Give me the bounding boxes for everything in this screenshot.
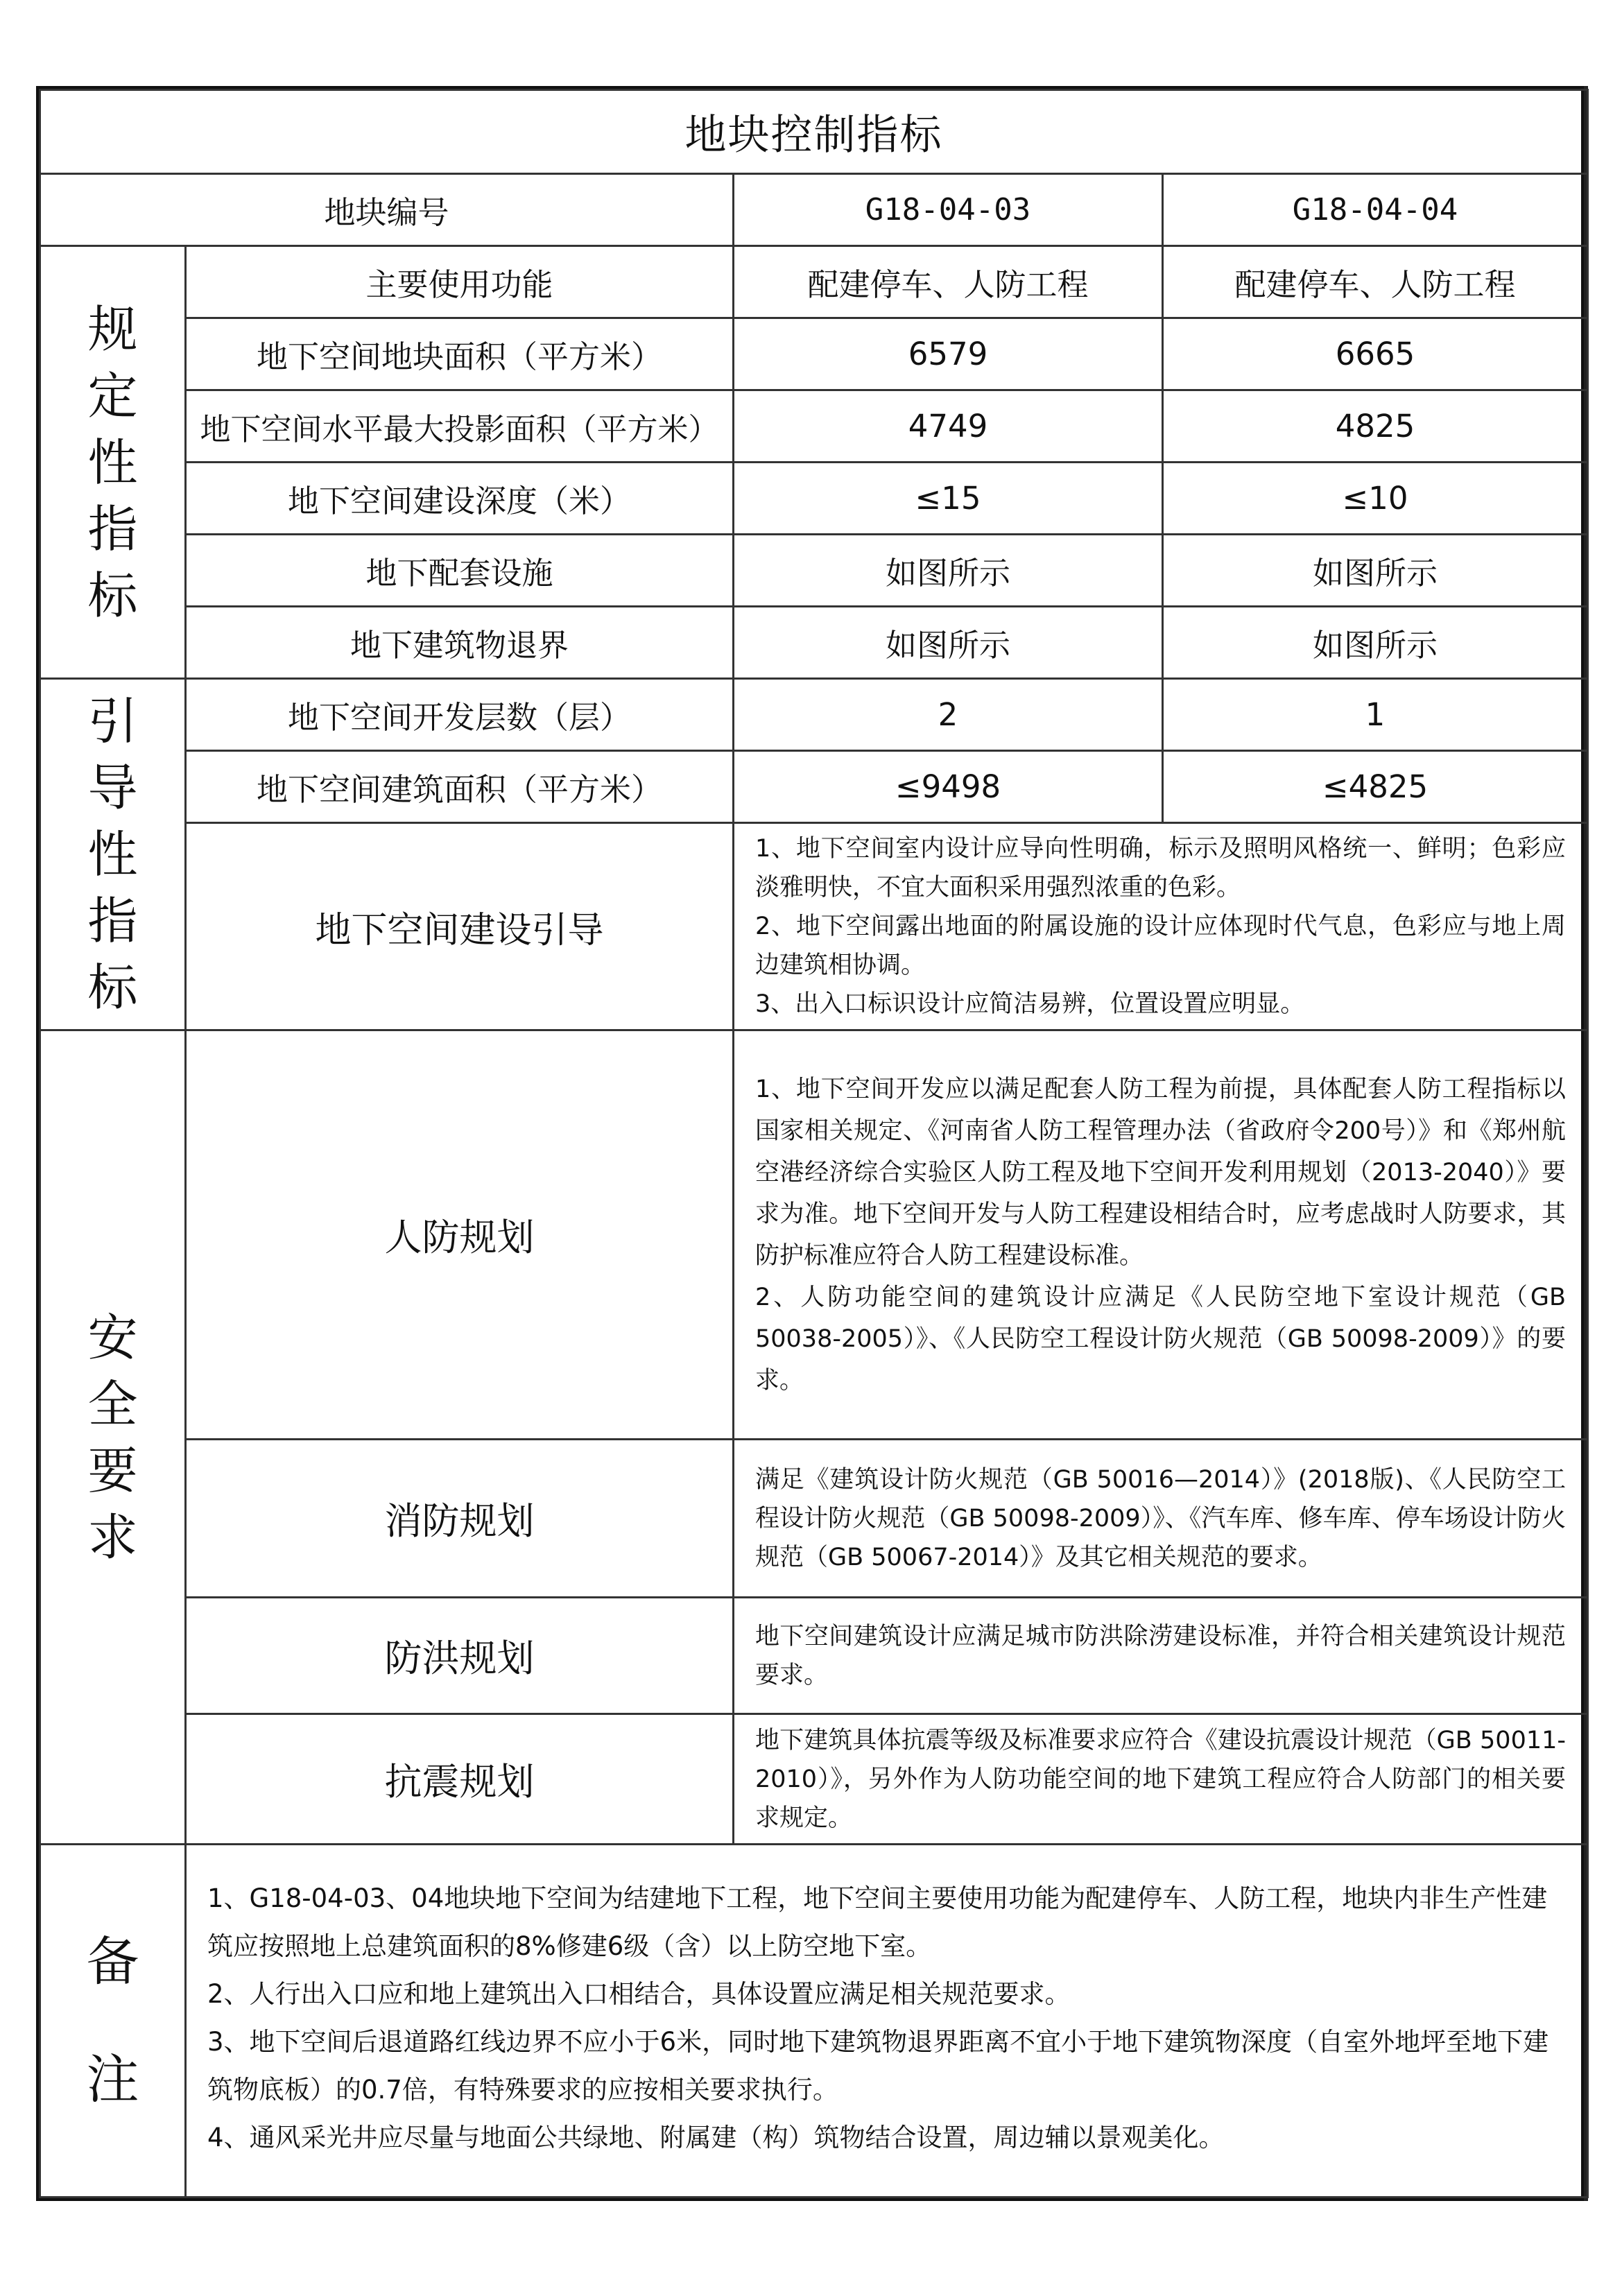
list-item: 4、通风采光井应尽量与地面公共绿地、附属建（构）筑物结合设置，周边辅以景观美化。 (207, 2123, 1225, 2152)
plot-b-number: G18-04-04 (1163, 174, 1588, 246)
plot-a-value: 6579 (734, 318, 1163, 390)
remarks-group-label: 备 注 (40, 1845, 186, 2198)
row-label: 主要使用功能 (186, 246, 734, 318)
regulatory-group-label: 规 定 性 指 标 (40, 246, 186, 679)
guide-label: 地下空间建设引导 (186, 823, 734, 1030)
row-label: 人防规划 (186, 1030, 734, 1440)
table-row (40, 679, 1588, 751)
guide-text: 1、地下空间室内设计应导向性明确，标示及照明风格统一、鲜明；色彩应淡雅明快，不宜大面积采用强烈浓重的色彩。 2、地下空间露出地面的附属设施的设计应体现时代气息，色彩应与地上周边建筑相协调。 3、出入口标识设计应简洁易辨，位置设置应明显。 (734, 823, 1588, 1030)
plot-b-value: 6665 (1163, 318, 1588, 390)
table-row (40, 1714, 1588, 1845)
control-indicator-sheet (36, 86, 1584, 2201)
remarks-text (186, 1845, 1588, 2198)
table-row (40, 1845, 1588, 2198)
row-text: 满足《建筑设计防火规范（GB 50016—2014）》(2018版)、《人民防空工程设计防火规范（GB 50098-2009）》、《汽车库、修车库、停车场设计防火规范（GB 50067-2014）》及其它相关规范的要求。 (734, 1440, 1588, 1598)
plot-a-value: 配建停车、人防工程 (734, 246, 1163, 318)
plot-b-value: 如图所示 (1163, 607, 1588, 679)
row-label: 抗震规划 (186, 1714, 734, 1845)
row-label: 地下空间建设深度（米） (186, 463, 734, 535)
table-row (40, 823, 1588, 1030)
plot-b-value: ≤10 (1163, 463, 1588, 535)
list-item: 3、地下空间后退道路红线边界不应小于6米，同时地下建筑物退界距离不宜小于地下建筑物深度（自室外地坪至地下建筑物底板）的0.7倍，有特殊要求的应按相关要求执行。 (207, 2027, 1549, 2105)
plot-a-value: ≤15 (734, 463, 1163, 535)
table-row (40, 535, 1588, 607)
row-label: 地下空间开发层数（层） (186, 679, 734, 751)
list-item: 1、G18-04-03、04地块地下空间为结建地下工程，地下空间主要使用功能为配建停车、人防工程，地块内非生产性建筑应按照地上总建筑面积的8%修建6级（含）以上防空地下室。 (207, 1883, 1548, 1961)
guidance-group-label: 引 导 性 指 标 (40, 679, 186, 1030)
row-text: 地下建筑具体抗震等级及标准要求应符合《建设抗震设计规范（GB 50011-2010）》，另外作为人防功能空间的地下建筑工程应符合人防部门的相关要求规定。 (734, 1714, 1588, 1845)
table-row (40, 1030, 1588, 1440)
table-row (40, 390, 1588, 463)
plot-a-value: 4749 (734, 390, 1163, 463)
plot-b-value: 如图所示 (1163, 535, 1588, 607)
table-row (40, 1440, 1588, 1598)
row-text: 1、地下空间开发应以满足配套人防工程为前提，具体配套人防工程指标以国家相关规定、《河南省人防工程管理办法（省政府令200号）》和《郑州航空港经济综合实验区人防工程及地下空间开发利用规划（2013-2040）》要求为准。地下空间开发与人防工程建设相结合时，应考虑战时人防要求，其防护标准应符合人防工程建设标准。 2、人防功能空间的建筑设计应满足《人民防空地下室设计规范（GB 50038-2005）》、《人民防空工程设计防火规范（GB 50098-2009）》的要求。 (734, 1030, 1588, 1440)
row-text: 地下空间建筑设计应满足城市防洪除涝建设标准，并符合相关建筑设计规范要求。 (734, 1598, 1588, 1714)
table-title: 地块控制指标 (40, 90, 1588, 174)
plot-b-value: 配建停车、人防工程 (1163, 246, 1588, 318)
row-label: 地下建筑物退界 (186, 607, 734, 679)
plot-a-value: 如图所示 (734, 607, 1163, 679)
row-label: 地下空间建筑面积（平方米） (186, 751, 734, 823)
plot-a-number: G18-04-03 (734, 174, 1163, 246)
table-row (40, 751, 1588, 823)
plot-a-value: ≤9498 (734, 751, 1163, 823)
control-indicator-table (39, 89, 1589, 2198)
row-label: 消防规划 (186, 1440, 734, 1598)
safety-group-label: 安 全 要 求 (40, 1030, 186, 1845)
plot-a-value: 2 (734, 679, 1163, 751)
table-row (40, 246, 1588, 318)
list-item: 2、人行出入口应和地上建筑出入口相结合，具体设置应满足相关规范要求。 (207, 1979, 1071, 2009)
table-row (40, 463, 1588, 535)
table-row (40, 318, 1588, 390)
table-row (40, 607, 1588, 679)
plot-b-value: 1 (1163, 679, 1588, 751)
table-row (40, 1598, 1588, 1714)
plot-b-value: 4825 (1163, 390, 1588, 463)
row-label: 地下空间水平最大投影面积（平方米） (186, 390, 734, 463)
row-label: 地下配套设施 (186, 535, 734, 607)
row-label: 防洪规划 (186, 1598, 734, 1714)
row-label: 地下空间地块面积（平方米） (186, 318, 734, 390)
plot-b-value: ≤4825 (1163, 751, 1588, 823)
plot-a-value: 如图所示 (734, 535, 1163, 607)
plot-number-label: 地块编号 (40, 174, 734, 246)
